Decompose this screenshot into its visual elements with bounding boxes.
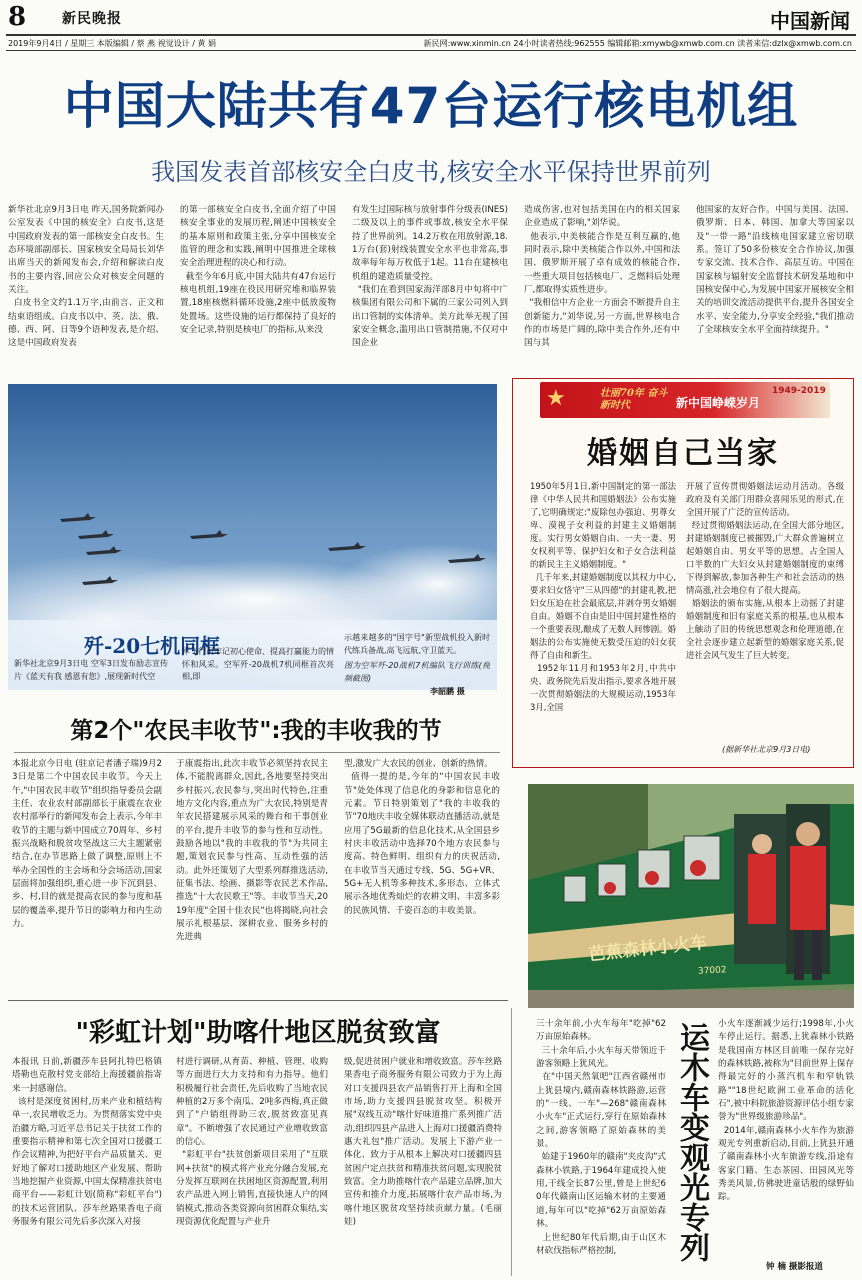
j20-caption-col-3: 示越来越多的"国字号"新型战机投入新时代练兵备战,高飞远航,守卫蓝天。 (344, 633, 490, 655)
train-car-number: 37002 (697, 965, 727, 977)
lead-column-4: 造成伤害,也对包括美国在内的相关国家企业造成了影响,"刘华说。 他表示,中美核能合作是互利互赢的,他同时表示,除中美核能合作以外,中国和法国、俄罗斯开展了卓有成效的核能合作,一些重大项目包括核电厂、乏燃料后处理厂,都取得实质性进步。 "我相信中方企业一方面会不断提升自主创新能力,"刘华说,另一方面,世界核电合作的市场是广阔的,除中美合作外,还有中国与其 (524, 205, 680, 349)
paper-name: 新民晚报 (62, 11, 122, 27)
marriage-column-1: 1950年5月1日,新中国制定的第一部法律《中华人民共和国婚姻法》公布实施了,它明确规定:"废除包办强迫、男尊女卑、漠视子女利益的封建主义婚姻制度。实行男女婚姻自由、一夫一妻、男女权利平等、保护妇女和子女合法利益的新民主主义婚姻制度。" 几千年来,封建婚姻制度以其权力中心,要求妇女恪守"三从四德"的封建礼教,把妇女压迫在社会最底层,并剥夺男女婚姻自由。婚姻不自由是旧中国封建性格的一个重要表现,酿成了无数人间惨剧。婚姻法的公布实施使无数受压迫的妇女获得了自由和新生。 1952年11月和1953年2月,中共中央、政务院先后发出指示,要求各地开展一次贯彻婚姻法的大规模运动,1953年3月,全国 (530, 481, 676, 712)
rainbow-top-rule (8, 1000, 508, 1001)
farmers-column-2: 于康震指出,此次丰收节必须坚持农民主体,不能脱离群众,因此,各地要坚持突出乡村振兴,农民参与,突出时代特色,注重地方文化内容,重点为广大农民,特别是青年农民搭建展示风采的舞台和干事创业的平台,提升丰收节的参与性和互动性。鼓励各地以"我的丰收我的节"为共同主题,策划农民参与性高、互动性强的活动。此外还策划了大型系列群推选活动,征集书法、绘画、摄影等农民艺术作品,推选"十大农民歌王"等。丰收节当天,2019年度"全国十佳农民"也将揭晓,向社会展示礼根基层、深耕农业、服务乡村的先进典 (176, 759, 328, 943)
rainbow-column-2: 村进行调研,从育苗、种植、管理、收购等方面进行大力支持和有力指导。他们积极履行社会责任,先后收购了当地农民种植的2万多个南瓜、2吨多西梅,真正做到了"户销组得助三农,脱贫致富见真章"。不断增强了农民通过产业增收致富的信心。 "彩虹平台"扶贫创新项目采用了"互联网+扶贫"的模式将产业充分融合发展,充分发挥互联网在扶困地区资源配置,利用农产品进入网上销售,直接快速人户的网销模式,推动各类资源向贫困群众集结,实现资源优化配置与产业升 (176, 1057, 328, 1228)
marriage-banner-left: 壮丽70年 奋斗新时代 (600, 388, 668, 411)
masthead-rule-2 (6, 50, 856, 51)
rainbow-column-1: 本报讯 日前,新疆莎车县阿扎特巴格镇塔勒也克散村党支部给上海援疆前指寄来一封感谢信。 该村是深度贫困村,历来产业和植结构单一,农民增收乏力。为贯彻落实党中央治疆方略,习近平总书记关于扶贫工作的重要指示精神和第七次全国对口援疆工作会议精神,为把好平台产品质量关、更好地了解对口援助地区产业发展、帮助当地挖掘产业资源,中国太保精准扶贫电商平台——彩虹计划(简称"彩虹平台")的技术运营团队、莎车丝路果香电子商务服务有限公司先后多次深入对接 (12, 1057, 162, 1228)
j20-caption-title: 歼-20七机同框 (84, 634, 221, 658)
lead-headline: 中国大陆共有47台运行核电机组 (63, 77, 799, 135)
j20-caption-col-1: 新华社北京9月3日电 空军3日发布励志宣传片《蓝天有我 感恩有您》,展现新时代空 (14, 659, 168, 681)
farmers-headline: 第2个"农民丰收节":我的丰收我的节 (70, 718, 442, 744)
page-number: 8 (8, 2, 27, 32)
marriage-credit: (据新华社北京9月3日电) (722, 745, 811, 754)
j20-credit-name: 李韶鹏 摄 (430, 687, 465, 696)
marriage-banner-right: 新中国峥嵘岁月 (676, 396, 761, 410)
contact-line: 新民网:www.xinmin.cn 24小时读者热线:962555 编辑邮箱:xmywb@xmwb.com.cn 读者来信:dzlx@xmwb.com.cn (423, 39, 852, 48)
masthead (0, 0, 862, 50)
lead-column-5: 他国家的友好合作。中国与美国、法国、俄罗斯、日本、韩国、加拿大等国家以及"一带一路"沿线核电国家建立密切联系。签订了50多份核安全合作协议,加强专家交流、技术合作、高层互访。中国在国家核与辐射安全监督技术研发基地和中国核安保中心,为发展中国家开展核安全相关的培训交流活动提供平台,提升各国安全水平、安全能力,分享安全经验,"我们推动了全球核安全水平全面持续提升。" (696, 205, 854, 336)
lead-column-3: 有发生过国际核与放射事件分级表(INES)二级及以上的事件或事故,核安全水平保持了世界前列。14.2万枚在用放射源,18.1万台(套)射线装置安全水平也非常高,事故率每年每万枚低于1起。11台在建核电机组的建造质量受控。 "我们在看到国家海洋部8月中旬将中广核集团有限公司和下属的三家公司列入到出口管制的实体清单。美方此举无视了国家安全概念,滥用出口管制措施,不仅对中国企业 (352, 205, 508, 349)
marriage-headline: 婚姻自己当家 (587, 436, 779, 471)
train-column-2: 小火车逐渐减少运行;1998年,小火车停止运行。据悉,上犹森林小铁路是我国南方林区目前唯一保存完好的森林铁路,被称为"目前世界上保存得最完好的小蒸汽机车和窄轨铁路""18世纪欧洲工业革命的活化石",被中科院旅游资源评估小组专家誉为"世界级旅游珍品"。 2014年,赣南森林小火车作为旅游观光专列重新启动,目前,上犹县开通了赣南森林小火车旅游专线,沿途有客家门籍、生态茶园、田园风光等秀美风景,仿佛驶进童话般的绿野仙踪。 (718, 1019, 854, 1203)
farmers-rule (14, 752, 500, 753)
train-column-1: 三十余年前,小火车每年"吃掉"62万亩原始森林。 三十余年后,小火车每天带领近千游客领略上犹风光。 在"中国天然氧吧"江西省赣州市上犹县境内,赣南森林铁路游,运营的"一线、一车"—268"赣南森林小火车"正式运行,穿行在原始森林之间,游客领略了原始森林的美景。 始建于1960年的赣南"夹皮沟"式森林小铁路,于1964年建成投入使用,干线全长87公里,曾是上世纪60年代赣南山区运输木材的主要通道,每年可以"吃掉"62万亩原始森林。 上世纪80年代后期,由于山区木材砍伐指标严格控制, (536, 1019, 666, 1256)
train-headline: 运木车变观光专列 (674, 1022, 709, 1262)
train-sign: 芭蕉森林小火车 (587, 932, 708, 966)
star-icon: ★ (546, 386, 566, 411)
lead-column-2: 的第一部核安全白皮书,全面介绍了中国核安全事业的发展历程,阐述中国核安全的基本原则和政策主张,分享中国核安全监管的理念和实践,阐明中国推进全球核安全治理进程的决心和行动。 截至今年6月底,中国大陆共有47台运行核电机组,19座在役民用研究堆和临界装置,18座核燃料循环设施,2座中低放废物处置场。这些设施的运行都保持了良好的安全记录,特别是核电厂的指标,从来没 (180, 205, 336, 336)
section-name: 中国新闻 (770, 9, 850, 33)
train-credit: 钟 楠 摄影报道 (766, 1262, 823, 1272)
marriage-banner-years: 1949-2019 (772, 386, 826, 396)
train-photo-image (528, 784, 854, 1008)
train-photo (528, 784, 854, 1008)
column-divider (511, 1008, 512, 1276)
marriage-column-2: 开展了宣传贯彻婚姻法运动月活动。各级政府及有关部门用群众喜闻乐见的形式,在全国开展了广泛的宣传活动。 经过贯彻婚姻法运动,在全国大部分地区,封建婚姻制度已被摧毁,广大群众普遍树立起婚姻自由、男女平等的思想。占全国人口半数的广大妇女从封建婚姻制度的束缚下得到解放,参加各种生产和社会活动的热情高涨,社会地位有了很大提高。 婚姻法的颁布实施,从根本上动摇了封建婚姻制度和旧有家庭关系的根基,也从根本上触动了旧的传统思想观念和伦理道德,在全社会逐步建立起新型的婚姻家庭关系,促进社会风气发生了巨大转变。 (686, 481, 844, 660)
lead-column-1: 新华社北京9月3日电 昨天,国务院新闻办公室发表《中国的核安全》白皮书,这是中国政府发表的第一部核安全白皮书。生态环境部副部长、国家核安全局局长刘华出席当天的新闻发布会,介绍和解读白皮书的主要内容,回应公众对核安全问题的关注。 白皮书全文约1.1万字,由前言、正文和结束语组成。白皮书以中、英、法、俄、德、西、阿、日等9个语种发表,是介绍、这是中国政府发表 (8, 205, 164, 349)
masthead-rule (6, 34, 856, 36)
j20-credit-text: 图为空军歼-20战机7机编队飞行训练(视频截图) (344, 661, 490, 683)
j20-caption-col-2: 军飞行员牢记初心使命、提高打赢能力的情怀和风采。空军歼-20战机7机同框首次亮相,即 (182, 647, 334, 681)
farmers-column-1: 本报北京今日电 (驻京记者潘子瑞)9月23日是第二个中国农民丰收节。今天上午,"中国农民丰收节"组织指导委员会副主任、农业农村部副部长于康震在农业农村部举行的新闻发布会上表示,今年丰收节的主题与新中国成立70周年、乡村振兴战略和脱贫攻坚战这三大主题紧密结合,在办节思路上做了调整,原则上不举办全国性的主会场和分会场活动,国家层面将加强组织,重心进一步下沉到县、乡、村,目的就是提高农民的参与度和基层的覆盖率,提升节日的影响力和内生动力。 (12, 759, 162, 930)
farmers-column-3: 型,激发广大农民的创业、创新的热情。 值得一提的是,今年的"中国农民丰收节"处处体现了信息化的身影和信息化的元素。节日特别策划了"我的丰收我的节"70地庆丰收全媒体联动直播活动,就是应用了5G最新的信息化技术,从全国县乡村庆丰收活动中选择70个地方农民参与度高、特色鲜明、组织有力的庆祝活动,在丰收节当天通过专线、5G、5G+VR、5G+无人机等多种技术,多形态、立体式展示各地优秀灿烂的农耕文明、丰富多彩的民族风情、千姿百态的丰收美景。 (344, 759, 500, 916)
rainbow-headline: "彩虹计划"助喀什地区脱贫致富 (75, 1018, 441, 1048)
lead-subheadline: 我国发表首部核安全白皮书,核安全水平保持世界前列 (151, 158, 711, 186)
rainbow-column-3: 级,促进贫困户就业和增收致富。莎车丝路果香电子商务服务有限公司致力于为上海对口支援四县农产品销售打开上海和全国市场,助力支援四县脱贫攻坚。积极开展"双线互动"喀什好味道推广系列推广活动,组织四县产品进入上海对口援疆消费特惠大礼包"推广活动。发展上下游产业一体化、致力于从根本上解决对口援疆四县贫困户定点扶贫和精准扶贫问题,实现脱贫致富。全力助推喀什农产品建立品牌,加大宣传和推介力度,拓展喀什农产品市场,为喀什地区脱贫攻坚持续贡献力量。(毛丽娃) (344, 1057, 502, 1228)
date-line: 2019年9月4日 / 星期三 本版编辑 / 蔡 燕 视觉设计 / 黄 娟 (8, 39, 217, 48)
